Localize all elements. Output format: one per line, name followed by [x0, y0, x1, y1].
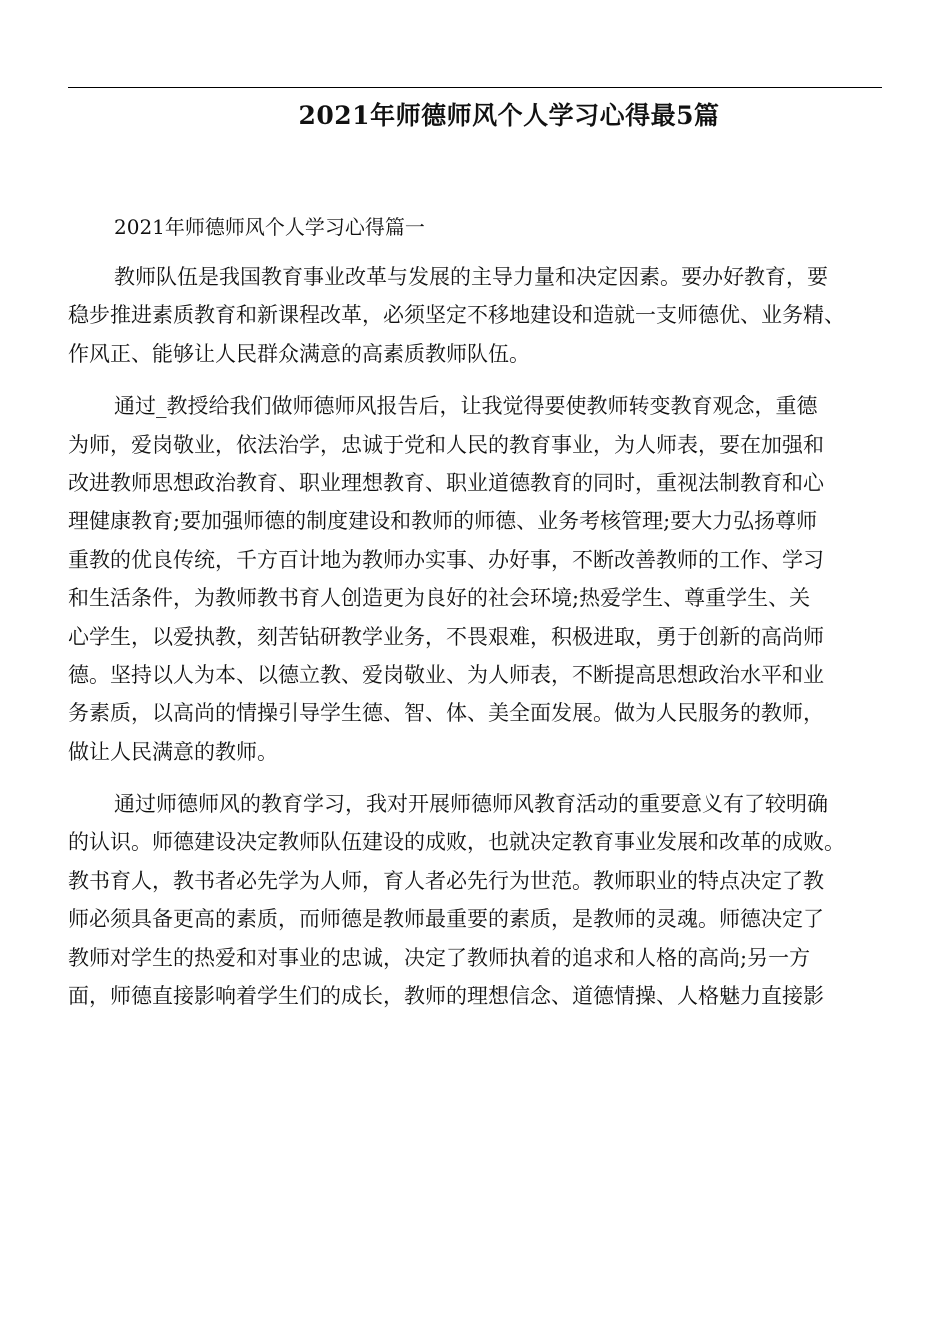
text-line: 教师队伍是我国教育事业改革与发展的主导力量和决定因素。要办好教育，要 [114, 265, 828, 289]
text-line: 改进教师思想政治教育、职业理想教育、职业道德教育的同时，重视法制教育和心 [68, 470, 824, 495]
document-body [68, 209, 882, 1029]
text-line: 务素质，以高尚的情操引导学生德、智、体、美全面发展。做为人民服务的教师， [68, 701, 824, 726]
text-line: 教师对学生的热爱和对事业的忠诚，决定了教师执着的追求和人格的高尚;另一方 [68, 945, 811, 970]
text-line: 重教的优良传统，千方百计地为教师办实事、办好事，不断改善教师的工作、学习 [68, 547, 824, 572]
text-line: 做让人民满意的教师。 [68, 739, 278, 764]
text-line: 教书育人，教书者必先学为人师，育人者必先行为世范。教师职业的特点决定了教 [68, 868, 824, 893]
text-line: 和生活条件，为教师教书育人创造更为良好的社会环境;热爱学生、尊重学生、关 [68, 586, 811, 611]
text-line: 师必须具备更高的素质，而师德是教师最重要的素质，是教师的灵魂。师德决定了 [68, 907, 824, 932]
document-title: 2021年师德师风个人学习心得最5篇 [298, 101, 720, 130]
text-line: 通过师德师风的教育学习，我对开展师德师风教育活动的重要意义有了较明确 [114, 792, 828, 817]
text-line: 稳步推进素质教育和新课程改革，必须坚定不移地建设和造就一支师德优、业务精、 [68, 303, 845, 328]
text-line: 面，师德直接影响着学生们的成长，教师的理想信念、道德情操、人格魅力直接影 [68, 984, 824, 1009]
text-line: 理健康教育;要加强师德的制度建设和教师的师德、业务考核管理;要大力弘扬尊师 [68, 509, 818, 534]
text-line: 心学生，以爱执教，刻苦钻研教学业务，不畏艰难，积极进取，勇于创新的高尚师 [68, 624, 824, 649]
text-line: 通过_教授给我们做师德师风报告后，让我觉得要使教师转变教育观念，重德 [114, 394, 818, 419]
text-line: 作风正、能够让人民群众满意的高素质教师队伍。 [68, 341, 530, 366]
paragraph-1 [68, 258, 882, 373]
paragraph-3 [68, 785, 882, 1015]
text-line: 德。坚持以人为本、以德立教、爱岗敬业、为人师表，不断提高思想政治水平和业 [68, 662, 824, 687]
text-line: 的认识。师德建设决定教师队伍建设的成败，也就决定教育事业发展和改革的成败。 [68, 830, 845, 855]
text-line: 为师，爱岗敬业，依法治学，忠诚于党和人民的教育事业，为人师表，要在加强和 [68, 432, 824, 457]
section-subtitle: 2021年师德师风个人学习心得篇一 [114, 215, 425, 239]
paragraph-2 [68, 387, 882, 771]
header-rule [68, 87, 882, 88]
